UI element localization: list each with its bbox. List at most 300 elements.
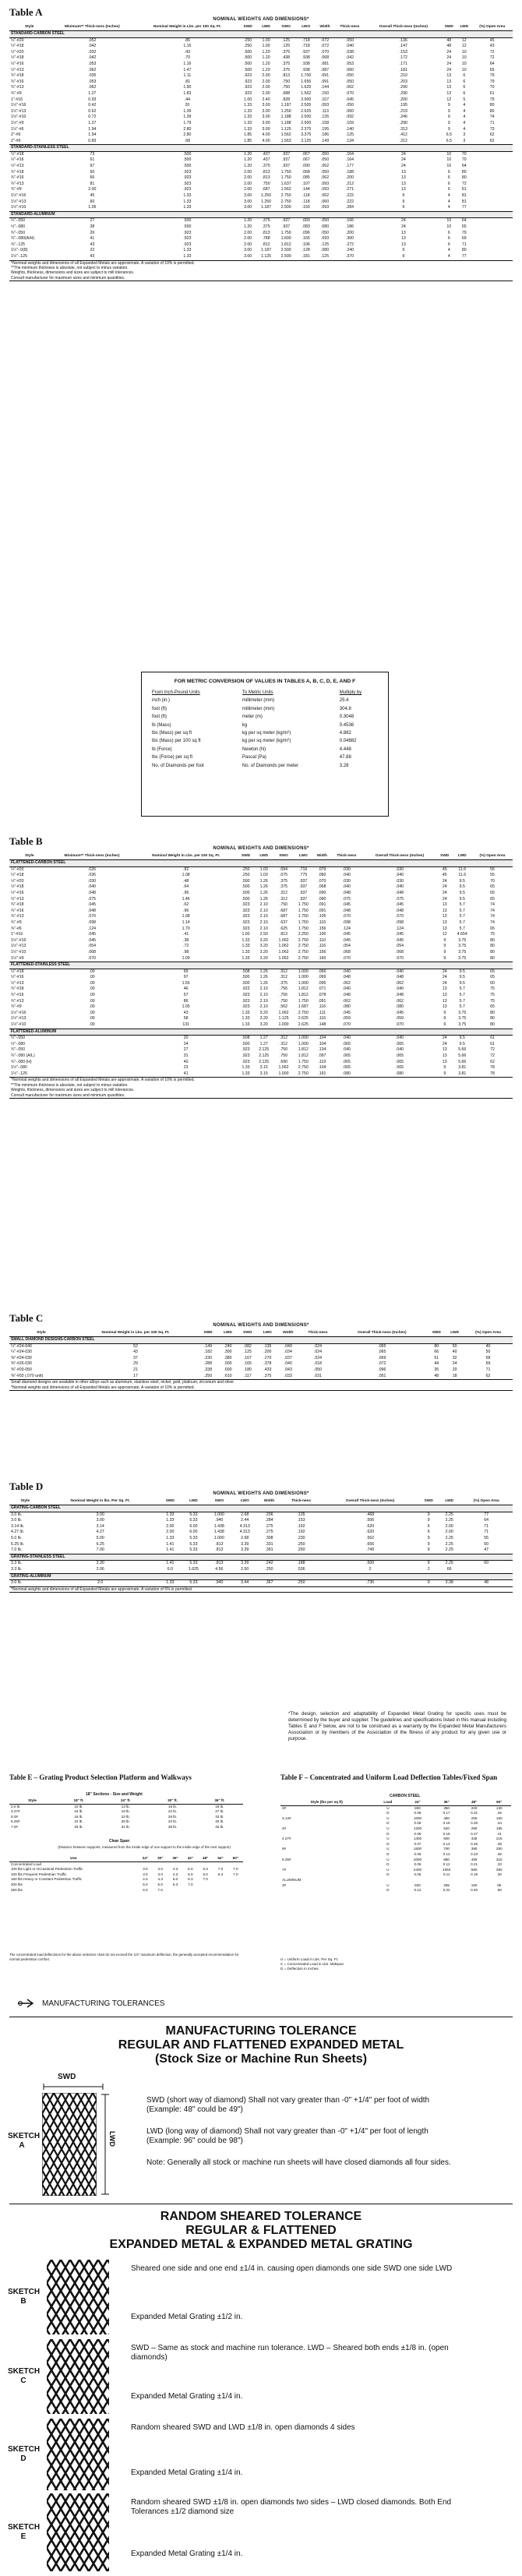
mini-cell: 15 lb. (168, 1804, 178, 1808)
mini-cell (280, 1852, 372, 1858)
mini-header: Style (9, 1798, 55, 1804)
table-cell: 1.20 (262, 67, 270, 72)
table-cell: .756 (279, 986, 288, 992)
table-cell: 80 (490, 937, 495, 943)
table-cell: ¾"-#9 (11, 90, 22, 96)
mini-cell: 0.31 (471, 1811, 478, 1816)
conversion-cell: 4.882 (339, 731, 351, 736)
table-cell: 9.5 (459, 980, 465, 986)
section-row (9, 1573, 513, 1580)
mini-header: 30" ft. (149, 1798, 196, 1804)
table-cell: .625 (279, 926, 288, 931)
mini-cell (168, 1888, 182, 1893)
table-cell: 62 (489, 132, 495, 138)
conversion-cell: millimeter (mm) (242, 698, 275, 704)
table-cell: 11.6 (458, 866, 467, 872)
table-cell: .080 (395, 1071, 404, 1076)
conversion-cell: Newton (N) (242, 746, 266, 752)
mini-cell: .44 (496, 1821, 502, 1826)
table-cell: 1.125 (261, 253, 272, 259)
table-cell: .500 (183, 164, 192, 169)
table-cell: .250 (297, 1541, 305, 1547)
table-cell: 6 (427, 1523, 430, 1529)
column-header: LWD (218, 1331, 238, 1337)
mini-cell: 150 (471, 1883, 478, 1887)
table-row (9, 981, 513, 987)
table-row (9, 1512, 513, 1518)
table-cell: 1½"-#16 (11, 193, 26, 199)
table-cell: .062 (88, 67, 97, 72)
table-cell: 1.94 (88, 126, 97, 132)
column-header: SWD (240, 25, 256, 31)
table-cell: .090 (318, 896, 326, 902)
conversion-cell: 0.3048 (339, 715, 354, 720)
mini-cell: 7.0 (233, 1872, 238, 1876)
swd-tag: SWD (58, 2073, 76, 2081)
table-cell: 1.812 (298, 1047, 309, 1053)
table-cell: .072 (320, 37, 330, 43)
table-cell: 3.30 (96, 1561, 104, 1566)
table-cell: 1.00 (242, 932, 250, 937)
mini-cell: .46 (496, 1811, 502, 1816)
table-cell: .200 (345, 230, 354, 235)
table-cell (471, 242, 513, 249)
table-cell: 60 (490, 980, 495, 986)
table-cell: 75 (490, 993, 495, 998)
table-cell: .195 (399, 103, 407, 108)
table-cell: 2.00 (88, 187, 97, 192)
mini-row (280, 1826, 511, 1832)
table-cell: .149 (320, 138, 330, 143)
table-cell: 3 (463, 138, 466, 143)
table-cell: 60 (484, 1561, 489, 1566)
table-row (9, 1374, 513, 1380)
table-cell: 24 (400, 151, 406, 157)
table-cell: .00 (89, 969, 95, 974)
table-cell: 9 (427, 1535, 430, 1540)
table-cell: 6 (447, 169, 450, 175)
table-cell: .923 (242, 1047, 250, 1053)
mini-cell: 290 (471, 1826, 478, 1830)
table-cell: .43 (184, 49, 190, 55)
table-cell: 5 (463, 97, 466, 102)
table-cell: 9 (402, 199, 405, 204)
table-cell: ¾"-#6 (11, 926, 22, 931)
table-cell: 27 (183, 1047, 189, 1053)
table-cell: .00 (89, 998, 95, 1004)
table-cell: 9 (447, 126, 450, 132)
mini-cell (138, 1861, 153, 1867)
table-row (9, 151, 513, 157)
table-cell: 1.70 (182, 926, 190, 931)
column-header: (%) Open Area (460, 1499, 513, 1505)
table-cell: .158 (320, 120, 330, 125)
mini-cell: D (386, 1831, 390, 1836)
table-cell: 9 (443, 1022, 446, 1028)
mini-cell (403, 1878, 432, 1883)
table-cell: 4 (447, 193, 450, 199)
table-cell: ¾"-#9 (11, 1004, 22, 1010)
table-cell: 2.625 (301, 108, 312, 114)
table-cell: .812 (262, 242, 270, 247)
table-cell: .500 (183, 224, 192, 229)
conversion-cell: lb (Mass) (152, 722, 171, 728)
mini-cell: 4.3 (157, 1877, 163, 1882)
table-cell: .500 (242, 975, 250, 980)
table-cell: .250 (297, 1547, 305, 1553)
table-cell: .070 (345, 90, 354, 96)
table-cell: 3.00 (244, 253, 252, 259)
table-cell: 3.20 (259, 1016, 268, 1022)
table-section (9, 1029, 513, 1078)
header-row (9, 1331, 513, 1337)
mini-header: 36" ft. (196, 1798, 243, 1804)
mini-header-row (9, 1798, 243, 1804)
mini-row (280, 1888, 511, 1893)
table-row (9, 1065, 513, 1071)
table-cell: .375 (282, 67, 291, 72)
mini-cell: D (386, 1821, 390, 1826)
table-cell: .048 (342, 975, 351, 980)
mini-cell: 160 (496, 1816, 503, 1820)
table-cell: 2.10 (259, 919, 268, 925)
table-cell: .150 (302, 205, 310, 210)
table-cell: 71 (484, 1523, 489, 1529)
table-cell: 58 (485, 1355, 491, 1360)
column-header: LWD (453, 854, 472, 860)
conversion-cell: millimeter (mm) (242, 706, 275, 711)
table-cell: .140 (345, 126, 354, 132)
lwd-tag: LWD (108, 2131, 116, 2147)
table-cell: 1.26 (259, 896, 268, 902)
table-cell: 5.0 lb. (11, 1535, 23, 1540)
table-cell: .64 (183, 884, 189, 890)
mini-cell (461, 1878, 488, 1883)
mini-cell (488, 1878, 511, 1883)
table-cell: .149 (203, 1343, 213, 1349)
table-cell: .923 (244, 90, 252, 96)
table-cell: .068 (318, 884, 326, 890)
table-cell: 9 (443, 944, 446, 949)
mini-cell: 0.13 (443, 1851, 450, 1856)
table-cell: .156 (318, 949, 326, 955)
table-cell: .045 (345, 97, 354, 102)
table-cell: 1½"-#10 (11, 115, 26, 120)
table-cell: 1½"-#16 (11, 103, 26, 108)
table-cell: ½"-#16 (11, 61, 24, 66)
table-cell: 1½"-.125 (11, 1071, 27, 1076)
table-cell: 69 (485, 1361, 491, 1367)
table-cell: 80 (461, 248, 467, 253)
column-header: (%) Open Area (464, 1331, 513, 1337)
table-cell: 1.55 (182, 980, 190, 986)
table-row (9, 224, 513, 231)
column-header: LWD (254, 854, 273, 860)
conversion-row (151, 729, 379, 737)
table-cell: 48 (484, 1580, 489, 1586)
table-cell: .082 (243, 1343, 252, 1349)
table-cell: .050 (345, 37, 354, 43)
table-cell: .00 (89, 1010, 95, 1015)
mini-cell: 880 (443, 1857, 450, 1861)
mini-cell (228, 1861, 243, 1867)
table-cell: .192 (297, 1523, 305, 1529)
table-row (9, 1561, 513, 1567)
table-cell: .080 (342, 1004, 351, 1010)
table-cell: .090 (318, 890, 326, 895)
table-cell: 2.00 (244, 169, 252, 175)
table-cell: 1.000 (298, 980, 309, 986)
table-cell: .090 (302, 164, 310, 169)
table-cell: 1.33 (166, 1518, 175, 1523)
table-cell: 1.000 (298, 1041, 309, 1046)
conversion-row (151, 762, 379, 770)
table-cell: .750 (262, 181, 270, 186)
table-cell: 1½"-#6 (11, 126, 24, 132)
table-cell: .188 (345, 169, 354, 175)
table-cell: ¾"-#9 (11, 919, 22, 925)
mini-header: 18" ft. (55, 1798, 102, 1804)
table-cell: 3.75 (458, 1016, 467, 1022)
mini-cell: 4# (282, 1826, 287, 1830)
table-cell: 1.41 (166, 1541, 175, 1547)
table-cell: 5.7 (459, 914, 465, 919)
table-cell: 55 (484, 1535, 489, 1540)
table-cell: .038 (345, 49, 354, 55)
mini-cell: 380 (496, 1867, 503, 1872)
table-cell: 71 (461, 242, 467, 247)
table-cell: .775 (299, 873, 308, 878)
table-cell: 1.39 (183, 115, 192, 120)
table-cell: .118 (302, 199, 310, 204)
table-cell: 1.750 (298, 902, 309, 908)
table-cell: .500 (242, 890, 250, 895)
table-cell: .180 (243, 1367, 252, 1372)
table-cell: 66 (434, 1350, 439, 1355)
table-cell: .032 (88, 49, 97, 55)
table-cell: ¼"-#24-040 (11, 1343, 32, 1349)
table-cell: 73 (489, 126, 495, 132)
table-cell: .091 (320, 73, 330, 79)
table-e-note: The concentrated load deflections for the above selection chart do not exceed the 1/4" maximum deflection, the generally accepted recommendation for normal pedestrian comfort. (9, 1953, 239, 1961)
mini-cell: 5.0 (203, 1872, 208, 1876)
mini-cell: 28 lb. (168, 1814, 178, 1819)
mini-row (280, 1868, 511, 1873)
table-cell: .059 (342, 1016, 351, 1022)
table-cell: 77 (484, 1512, 489, 1517)
mini-cell: U (386, 1857, 390, 1861)
table-cell: 5.66 (458, 1053, 467, 1058)
table-cell: .065 (342, 1065, 351, 1071)
column-header: LWD (256, 25, 277, 31)
table-cell: 29 (133, 1361, 138, 1367)
table-cell: 64 (484, 1518, 489, 1523)
mini-cell: 15 lb. (74, 1809, 83, 1814)
table-cell: 80 (489, 103, 495, 108)
table-cell: 13 (400, 187, 406, 192)
table-cell: 27 (90, 218, 95, 224)
table-cell: 13 (442, 1053, 447, 1058)
column-header: Overall Thick-ness (Inches) (322, 1499, 419, 1505)
table-cell: .048 (395, 890, 404, 895)
table-cell: .054 (342, 944, 351, 949)
table-cell: .048 (395, 908, 404, 913)
table-cell: 2.125 (259, 1059, 270, 1064)
table-cell: .00 (89, 993, 95, 998)
table-cell: .110 (318, 937, 326, 943)
table-cell: ¾"-.050 (11, 1047, 25, 1053)
mini-cell: D (386, 1841, 390, 1846)
table-cell: 3.75 (458, 955, 467, 961)
table-cell: ⅜"-#03 (.070 unit) (11, 1373, 44, 1378)
table-cell: .250 (203, 1373, 213, 1378)
mini-row (280, 1847, 511, 1852)
mini-cell: D (386, 1862, 390, 1867)
table-cell: .250 (265, 1566, 273, 1572)
mini-cell: 7.0# (11, 1824, 18, 1829)
table-cell: ¾"-.080 (A/L) (11, 1053, 35, 1058)
table-cell: .070 (342, 955, 351, 961)
table-cell: .750 (282, 85, 291, 90)
sketch-a-label: SKETCH A (8, 2132, 41, 2150)
table-cell: ½"-.050 (11, 1036, 25, 1041)
table-cell: .091 (318, 998, 326, 1004)
table-cell: .091 (318, 908, 326, 913)
table-header (9, 1331, 513, 1337)
mini-cell: 0.09 (414, 1811, 421, 1816)
table-row (9, 897, 513, 903)
table-cell: .750 (279, 1047, 288, 1053)
table-cell: .069 (378, 1355, 386, 1360)
table-cell: .750 (279, 902, 288, 908)
table-cell (460, 1567, 513, 1573)
table-section (9, 1337, 513, 1380)
footnote-row (9, 1093, 513, 1099)
table-cell: .937 (299, 890, 308, 895)
mini-header: 60" (228, 1856, 243, 1861)
mini-cell: 7.0 (188, 1882, 193, 1886)
table-row (9, 999, 513, 1005)
mini-cell: 7.0 (217, 1867, 224, 1872)
table-cell: 2.68 (241, 1512, 249, 1517)
table-cell: 1.600 (280, 236, 291, 242)
mini-cell (280, 1832, 372, 1837)
table-cell: 1.33 (244, 115, 252, 120)
sketch-label: SKETCH D (8, 2445, 41, 2463)
table-cell: 1.438 (213, 1530, 224, 1535)
table-cell: 5.7 (459, 1004, 465, 1010)
table-cell: .375 (262, 218, 270, 224)
table-cell: .060 (345, 67, 354, 72)
mini-cell: 6.25# (282, 1857, 291, 1861)
table-cell: .060 (320, 199, 330, 204)
table-cell: 6 (463, 85, 466, 90)
table-cell: 13 (442, 914, 447, 919)
column-header: LWO (294, 854, 313, 860)
table-cell: 80 (490, 955, 495, 961)
table-cell: 1½"-#13 (11, 944, 26, 949)
mini-row (9, 1872, 243, 1878)
table-cell: .080 (395, 1004, 404, 1010)
mini-cell: U (386, 1826, 390, 1830)
table-cell: .053 (88, 61, 97, 66)
table-cell: .040 (342, 884, 351, 890)
table-cell: 1.250 (261, 193, 272, 199)
table-cell: 1.000 (278, 1071, 289, 1076)
table-cell: .040 (395, 1036, 404, 1041)
table-cell: 9 (427, 1580, 430, 1586)
table-row (9, 909, 513, 915)
table-cell: .500 (183, 157, 192, 163)
table-cell: .923 (244, 85, 252, 90)
mini-cell (153, 1861, 168, 1867)
table-cell: .98 (183, 949, 189, 955)
table-cell: .230 (297, 1535, 305, 1540)
table-cell: .105 (318, 914, 326, 919)
mini-row (280, 1816, 511, 1822)
table-cell: 1.27 (88, 90, 97, 96)
table-cell: 9 (443, 955, 446, 961)
conversion-cell: 0.4536 (339, 722, 354, 728)
table-cell: 65 (461, 224, 467, 229)
table-cell: 2.80 (183, 126, 192, 132)
table-cell: .181 (302, 253, 310, 259)
mini-row (280, 1821, 511, 1826)
table-cell: .048 (395, 993, 404, 998)
table-cell: .378 (263, 1361, 272, 1367)
table-cell: .113 (321, 108, 329, 114)
table-cell: .687 (279, 908, 288, 913)
table-cell: 2.25 (445, 1535, 453, 1540)
table-cell: 4 (447, 205, 450, 210)
sketch-label: SKETCH B (8, 2288, 41, 2306)
table-cell: .104 (318, 1041, 326, 1046)
table-cell: .923 (242, 908, 250, 913)
table-cell: .070 (87, 914, 97, 919)
table-cell: 2.06 (96, 1566, 104, 1572)
table-cell: 1.33 (242, 944, 250, 949)
table-cell: 1.750 (298, 998, 309, 1004)
mini-cell: 0.08 (414, 1831, 421, 1836)
table-cell: 37 (133, 1355, 138, 1360)
table-cell: 77 (461, 253, 467, 259)
table-cell: ¾"-.080(A/H) (11, 236, 35, 242)
table-cell: .375 (262, 164, 270, 169)
table-row (9, 91, 513, 97)
sketch-description: Random sheared SWD ±1/8 in. open diamonds two sides – LWD closed diamonds. Both End Tolerances ±1/2 diamond size (131, 2498, 452, 2516)
table-cell: .060 (345, 108, 354, 114)
table-cell: 2.00 (166, 1530, 175, 1535)
table-cell: .037 (284, 1355, 292, 1360)
mini-header: 24" (138, 1856, 153, 1861)
table-c-heading: NOMINAL WEIGHTS AND DIMENSIONS* (213, 1323, 309, 1328)
mini-cell: Concentrated Load (11, 1861, 42, 1866)
mini-cell (213, 1888, 227, 1893)
table-cell: 3.81 (458, 1065, 467, 1071)
table-cell: 48 (434, 1373, 439, 1378)
table-cell: .164 (345, 151, 354, 157)
table-cell: .050 (320, 151, 330, 157)
mini-cell: 0.12 (414, 1888, 421, 1893)
table-row (9, 969, 513, 975)
table-cell: .937 (282, 151, 291, 157)
table-cell: ¾"-#16 (11, 908, 24, 913)
mini-row (9, 1867, 243, 1872)
table-cell: 2"-#9 (11, 132, 21, 138)
table-cell: .788 (262, 236, 270, 242)
table-cell: .040 (395, 1047, 404, 1053)
table-cell: 1.062 (278, 1065, 289, 1071)
